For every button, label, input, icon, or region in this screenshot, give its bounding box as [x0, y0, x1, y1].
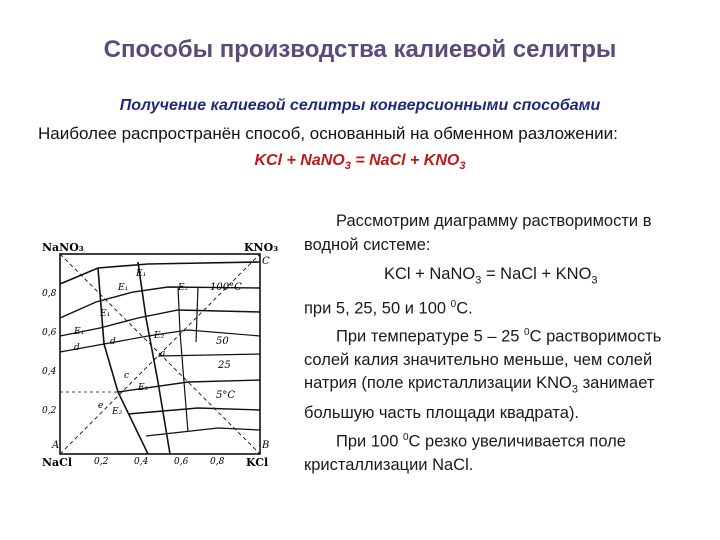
point-label: E₂ [138, 383, 149, 393]
temp-100-label: 100°C [210, 282, 242, 293]
paragraph: при 5, 25, 50 и 100 $^0$С. [304, 298, 473, 318]
point-c-label: C [262, 256, 270, 267]
point-label: E₂ [178, 283, 189, 293]
point-b-label: B [262, 440, 270, 451]
temp-25-label: 25 [218, 360, 231, 371]
point-a-label: A [52, 440, 60, 451]
y-tick: 0,6 [42, 328, 57, 338]
y-tick: 0,2 [42, 406, 57, 416]
temp-50-label: 50 [216, 336, 229, 347]
x-tick: 0,6 [174, 457, 189, 467]
slide-subtitle: Получение калиевой селитры конверсионными способами [119, 97, 601, 114]
x-tick: 0,2 [94, 457, 109, 467]
point-label: d [74, 343, 80, 353]
point-label: E₂ [112, 407, 123, 417]
corner-kcl-label: KCl [246, 456, 269, 469]
point-label: c [124, 371, 130, 381]
point-label: E₁ [118, 283, 129, 293]
y-tick: 0,4 [42, 367, 57, 377]
slide-title: Способы производства калиевой селитры [103, 36, 617, 63]
point-label: E₂ [154, 331, 165, 341]
point-label: d [110, 337, 116, 347]
point-label: E₁ [74, 327, 85, 337]
reaction-equation: KCl + NaNO$_3$ = NaCl + $KNO_3$ [254, 152, 466, 173]
paragraph: KCl + NaNO$_3$ = NaCl + $KNO_3$ [384, 265, 598, 287]
x-tick: 0,4 [134, 457, 149, 467]
paragraph: При температуре 5 – 25 $^0$С растворимость солей калия значительно меньше, чем солей натрия (поле кристаллизации $KNO_3$ занимает большую часть площади квадрата). [304, 326, 662, 423]
corner-nano3-label: NaNO₃ [42, 241, 84, 254]
explanation-text [304, 210, 699, 477]
y-tick: 0,8 [42, 289, 57, 299]
temp-5-label: 5°C [216, 390, 236, 401]
solubility-diagram [38, 232, 300, 472]
intro-text: Наиболее распространён способ, основанный на обменном разложении: [38, 124, 618, 143]
point-label: E₁ [100, 309, 111, 319]
point-label: E₁ [136, 269, 147, 279]
paragraph: При 100 $^0$С резко увеличивается поле кристаллизации NaCl. [304, 431, 626, 474]
paragraph: Рассмотрим диаграмму растворимости в водной системе: [304, 212, 652, 254]
point-label: e [98, 401, 104, 411]
x-tick: 0,8 [210, 457, 225, 467]
corner-kno3-label: KNO₃ [244, 241, 279, 254]
corner-nacl-label: NaCl [42, 456, 73, 469]
point-label: a [160, 349, 166, 359]
